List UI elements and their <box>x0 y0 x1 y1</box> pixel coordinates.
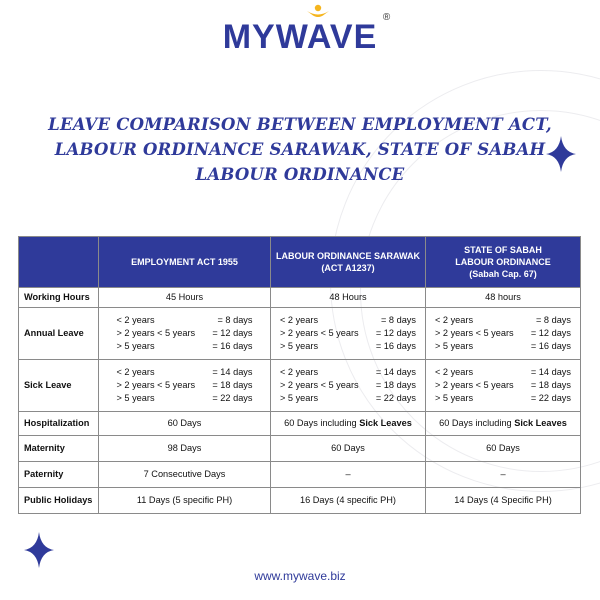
tier-line: > 5 years = 22 days <box>435 393 571 403</box>
table-row <box>19 488 581 514</box>
tier-line: < 2 years = 8 days <box>116 315 253 325</box>
sparkle-star-icon <box>24 532 54 568</box>
cell-value <box>271 308 426 360</box>
cell-value: 16 Days (4 specific PH) <box>271 488 426 514</box>
sparkle-star-icon <box>546 136 576 172</box>
table-row <box>19 308 581 360</box>
row-label: Working Hours <box>19 288 99 308</box>
header-line: (ACT A1237) <box>321 263 375 273</box>
cell-value: 45 Hours <box>99 288 271 308</box>
logo-text: MYWAVE <box>222 18 378 56</box>
tier-line: > 5 years = 22 days <box>280 393 416 403</box>
header-line: (Sabah Cap. 67) <box>469 269 537 279</box>
cell-value <box>99 308 271 360</box>
cell-value: – <box>271 462 426 488</box>
page-title <box>40 112 560 187</box>
table-row <box>19 462 581 488</box>
cell-value: 11 Days (5 specific PH) <box>99 488 271 514</box>
table-row <box>19 360 581 412</box>
cell-value: 48 hours <box>426 288 581 308</box>
logo-wordmark <box>222 12 392 57</box>
tier-line: < 2 years = 8 days <box>435 315 571 325</box>
header-blank <box>19 237 99 288</box>
tier-line: > 2 years < 5 years = 18 days <box>280 380 416 390</box>
cell-value: 48 Hours <box>271 288 426 308</box>
tier-line: > 2 years < 5 years = 12 days <box>435 328 571 338</box>
cell-value: 98 Days <box>99 436 271 462</box>
title-line: LABOUR ORDINANCE <box>195 165 405 184</box>
cell-value: – <box>426 462 581 488</box>
table-row <box>19 412 581 436</box>
header-state-of-sabah <box>426 237 581 288</box>
row-label: Hospitalization <box>19 412 99 436</box>
person-figure-icon <box>305 4 331 30</box>
website-url[interactable]: www.mywave.biz <box>254 569 346 583</box>
row-label: Maternity <box>19 436 99 462</box>
registered-mark: ® <box>382 12 392 23</box>
cell-value: 60 Days <box>99 412 271 436</box>
cell-value <box>271 360 426 412</box>
header-line: LABOUR ORDINANCE SARAWAK <box>276 251 420 261</box>
header-labour-ordinance-sarawak <box>271 237 426 288</box>
title-line: LEAVE COMPARISON BETWEEN EMPLOYMENT ACT, <box>48 115 552 134</box>
row-label: Public Holidays <box>19 488 99 514</box>
cell-value <box>426 360 581 412</box>
tier-line: > 5 years = 22 days <box>116 393 253 403</box>
table-row <box>19 288 581 308</box>
cell-value: 60 Days <box>426 436 581 462</box>
cell-value: 60 Days including Sick Leaves <box>426 412 581 436</box>
tier-line: > 5 years = 16 days <box>435 341 571 351</box>
tier-line: < 2 years = 14 days <box>116 367 253 377</box>
tier-line: > 5 years = 16 days <box>116 341 253 351</box>
header-line: STATE OF SABAH <box>464 245 542 255</box>
title-line: LABOUR ORDINANCE SARAWAK, STATE OF SABAH <box>54 140 546 159</box>
tier-line: > 2 years < 5 years = 12 days <box>116 328 253 338</box>
leave-comparison-table <box>18 236 581 514</box>
tier-line: > 2 years < 5 years = 18 days <box>116 380 253 390</box>
table-row <box>19 436 581 462</box>
row-label: Sick Leave <box>19 360 99 412</box>
tier-line: < 2 years = 8 days <box>280 315 416 325</box>
cell-value <box>426 308 581 360</box>
row-label: Annual Leave <box>19 308 99 360</box>
brand-logo <box>0 12 600 57</box>
cell-value <box>99 360 271 412</box>
tier-line: > 5 years = 16 days <box>280 341 416 351</box>
row-label: Paternity <box>19 462 99 488</box>
header-employment-act: EMPLOYMENT ACT 1955 <box>99 237 271 288</box>
tier-line: < 2 years = 14 days <box>280 367 416 377</box>
tier-line: > 2 years < 5 years = 18 days <box>435 380 571 390</box>
cell-value: 60 Days including Sick Leaves <box>271 412 426 436</box>
tier-line: > 2 years < 5 years = 12 days <box>280 328 416 338</box>
header-line: LABOUR ORDINANCE <box>455 257 551 267</box>
cell-value: 14 Days (4 Specific PH) <box>426 488 581 514</box>
table-header-row <box>19 237 581 288</box>
cell-value: 7 Consecutive Days <box>99 462 271 488</box>
cell-value: 60 Days <box>271 436 426 462</box>
tier-line: < 2 years = 14 days <box>435 367 571 377</box>
